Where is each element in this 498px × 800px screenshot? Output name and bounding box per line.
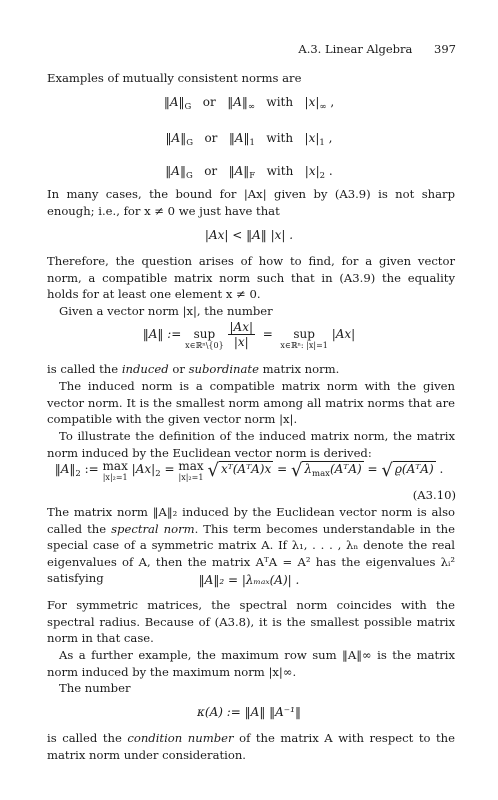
sqrt-2: √ $\lambda_{max}(AᵀA)$: [290, 460, 362, 481]
symmetric-paragraph: For symmetric matrices, the spectral norm coincides with the spectral radius. Because of (A3.8), it is the smallest possible matrix norm in that case.: [47, 598, 455, 645]
induced-norm-fraction: $\frac{|Ax|}{|x|}$: [229, 320, 254, 349]
number-paragraph: The number: [59, 681, 131, 695]
symmetric-equation: ‖A‖₂ = |λₘₐₓ(A)| .: [198, 573, 300, 587]
condition-paragraph: is called the condition number of the matrix A with respect to the matrix norm under consideration.: [47, 731, 455, 762]
illustrate-paragraph: To illustrate the definition of the induced matrix norm, the matrix norm induced by the Euclidean vector norm is derived:: [47, 429, 455, 460]
norm-pair-1: $‖A‖_G$ or $‖A‖_\infty$ with $|x|_\infty$ ,: [163, 95, 335, 112]
induced-norm-equation: ‖A‖ := sup x∈ℝⁿ\{0} $\frac{|Ax|}{|x|}$ = sup x∈ℝⁿ: |x|=1 |Ax|: [142, 320, 356, 350]
page-number: 397: [434, 42, 456, 56]
section-title: A.3. Linear Algebra: [298, 42, 413, 56]
term-condition-number: condition number: [127, 731, 234, 745]
norm-pair-2: $‖A‖_G$ or $‖A‖_1$ with $|x|_1$ ,: [165, 131, 333, 148]
term-subordinate: subordinate: [188, 362, 259, 376]
sqrt-3: √ ϱ(AᵀA): [381, 460, 434, 481]
term-induced: induced: [121, 362, 169, 376]
compatible-paragraph: The induced norm is a compatible matrix norm with the given vector norm. It is the smallest norm among all matrix norms that are compatible with the given vector norm |x|.: [47, 379, 455, 426]
intro-paragraph: Examples of mutually consistent norms are: [47, 71, 302, 85]
spectral-norm-equation: $‖A‖_2$ := max |x|₂=1 $|Ax|_2 = \max$ |x|₂=1 √ xᵀ(AᵀA)x = √ $\lambda_{max}(AᵀA)$ = √ ϱ(AᵀA) .: [54, 459, 444, 482]
further-example-paragraph: As a further example, the maximum row sum ‖A‖∞ is the matrix norm induced by the maximum norm |x|∞.: [47, 648, 455, 679]
strict-inequality-equation: |Ax| < ‖A‖ |x| .: [204, 228, 294, 242]
condition-number-equation: κ(A) := ‖A‖ ‖A⁻¹‖: [197, 705, 301, 719]
norm-pair-3: $‖A‖_G$ or $‖A‖_F$ with $|x|_2$ .: [165, 164, 333, 181]
term-spectral-norm: spectral norm: [111, 521, 195, 536]
bound-paragraph: In many cases, the bound for |Ax| given by (A3.9) is not sharp enough; i.e., for x ≠ 0 we just have that: [47, 187, 455, 218]
induced-called-paragraph: is called the induced or subordinate matrix norm.: [47, 362, 340, 376]
running-header: [298, 42, 456, 56]
given-paragraph: Given a vector norm |x|, the number: [59, 304, 273, 318]
spectral-paragraph: The matrix norm ‖A‖₂ induced by the Euclidean vector norm is also called the spectral norm. This term becomes understandable in the special case of a symmetric matrix A. If λ₁, . . . , λₙ denote the real eigenvalues of A, then the matrix AᵀA = A² has the eigenvalues λᵢ² satisfying: [47, 505, 455, 585]
therefore-paragraph: Therefore, the question arises of how to find, for a given vector norm, a compatible matrix norm such that in (A3.9) the equality holds for at least one element x ≠ 0.: [47, 254, 455, 301]
sqrt-1: √ xᵀ(AᵀA)x: [207, 460, 272, 481]
equation-number: (A3.10): [412, 488, 456, 502]
